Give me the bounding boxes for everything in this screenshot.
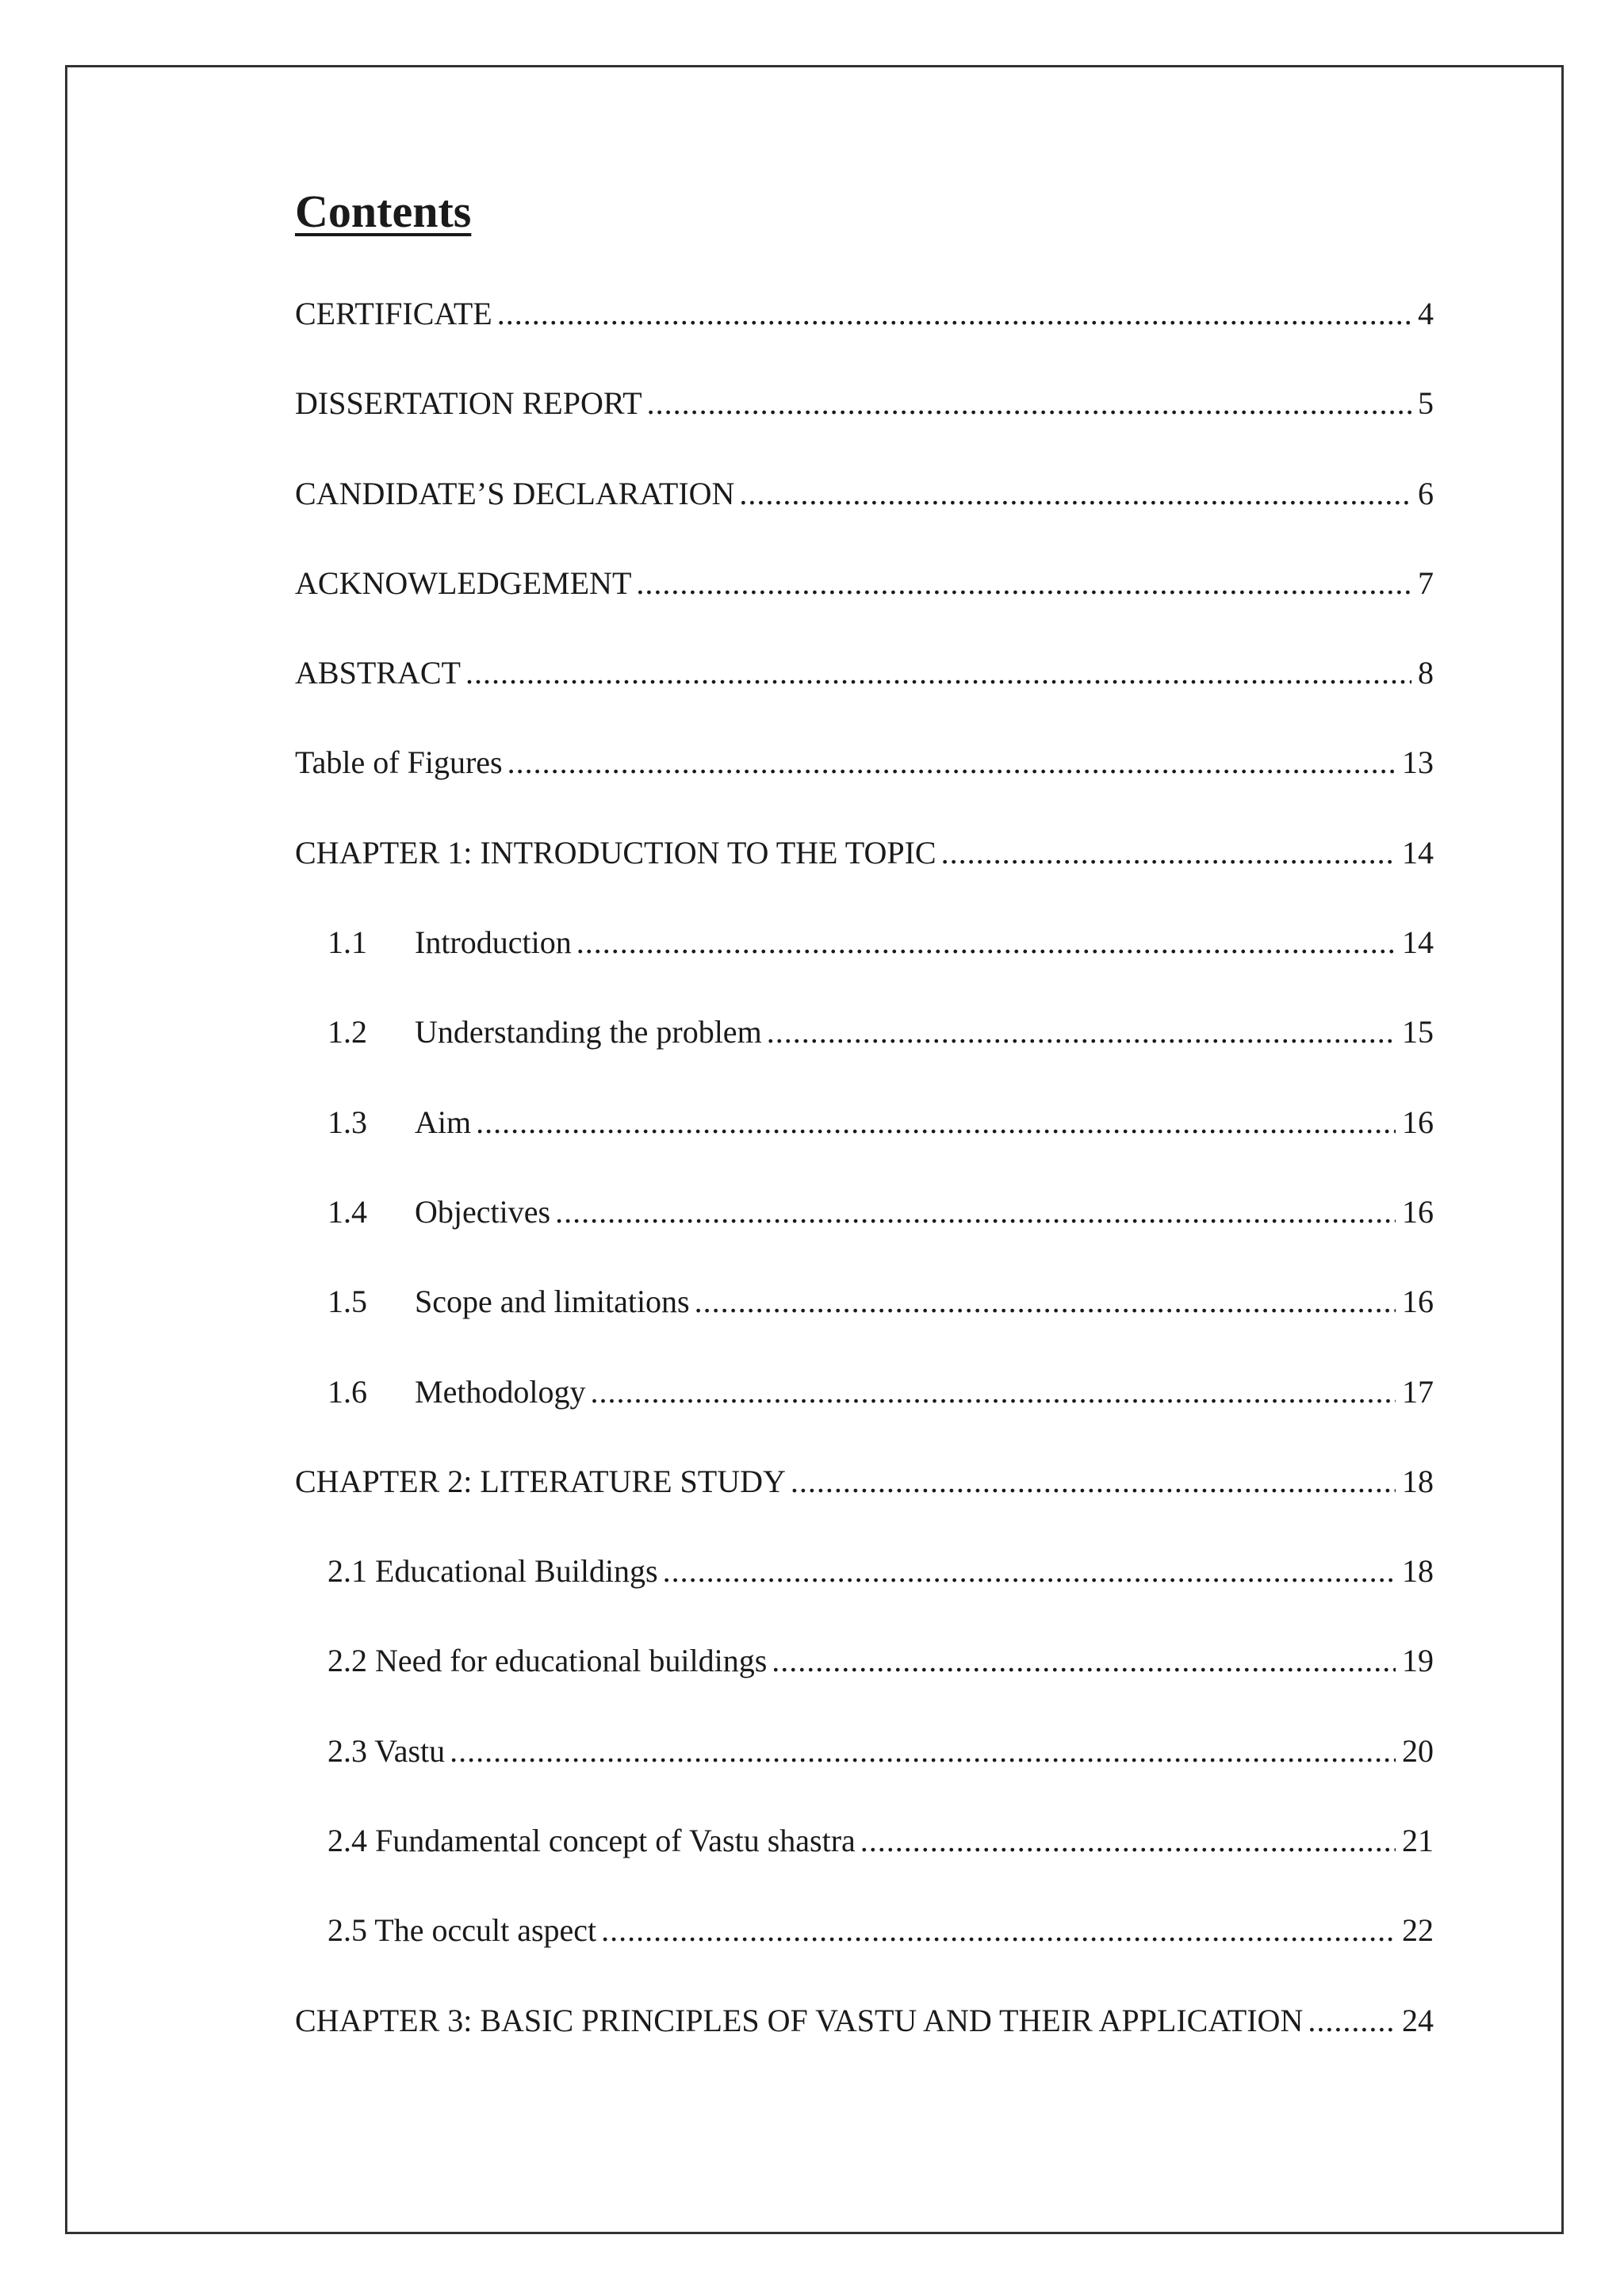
toc-entry-page-number: 14 (1402, 924, 1434, 961)
toc-dot-leader (1308, 2002, 1396, 2040)
toc-dot-leader (767, 1013, 1396, 1051)
toc-dot-leader (860, 1822, 1396, 1860)
toc-entry-title: Introduction (415, 924, 572, 961)
toc-entry-number: 1.6 (327, 1373, 367, 1410)
toc-entry-title: CHAPTER 1: INTRODUCTION TO THE TOPIC (295, 834, 936, 871)
toc-entry-page-number: 24 (1402, 2002, 1434, 2038)
toc-entry[interactable] (295, 1732, 1434, 1822)
toc-entry-page-number: 18 (1402, 1553, 1434, 1590)
toc-entry-title: 2.5 The occult aspect (327, 1912, 597, 1949)
toc-entry[interactable] (295, 834, 1434, 924)
toc-entry-page-number: 4 (1418, 296, 1434, 331)
toc-entry[interactable] (295, 385, 1434, 474)
toc-dot-leader (695, 1283, 1396, 1321)
table-of-contents (295, 295, 1434, 2091)
toc-entry-title: ABSTRACT (295, 655, 461, 691)
toc-entry-title: ACKNOWLEDGEMENT (295, 564, 632, 601)
toc-entry-title: Objectives (415, 1193, 551, 1230)
toc-entry[interactable] (295, 1373, 1434, 1463)
toc-entry-title: 2.3 Vastu (327, 1732, 446, 1769)
toc-dot-leader (772, 1642, 1396, 1680)
toc-entry-title: CHAPTER 2: LITERATURE STUDY (295, 1463, 786, 1499)
toc-entry-title: 2.2 Need for educational buildings (327, 1643, 768, 1679)
toc-entry-page-number: 6 (1418, 475, 1434, 511)
toc-dot-leader (497, 295, 1411, 333)
toc-dot-leader (555, 1193, 1396, 1231)
toc-entry-title: 2.1 Educational Buildings (327, 1553, 658, 1590)
toc-entry-page-number: 15 (1402, 1014, 1434, 1050)
toc-dot-leader (647, 385, 1411, 423)
toc-entry-page-number: 18 (1402, 1463, 1434, 1499)
toc-entry-page-number: 21 (1402, 1823, 1434, 1859)
toc-dot-leader (465, 654, 1411, 692)
toc-entry[interactable] (295, 475, 1434, 564)
toc-entry[interactable] (295, 295, 1434, 385)
toc-entry-number: 1.3 (327, 1104, 367, 1140)
toc-entry-page-number: 16 (1402, 1193, 1434, 1230)
toc-entry-title: CHAPTER 3: BASIC PRINCIPLES OF VASTU AND THEIR APPLICATION (295, 2002, 1304, 2038)
toc-entry[interactable] (295, 1552, 1434, 1642)
toc-entry-page-number: 13 (1402, 744, 1434, 781)
toc-dot-leader (601, 1911, 1396, 1950)
toc-entry-title: 2.4 Fundamental concept of Vastu shastra (327, 1823, 856, 1859)
toc-entry-title: Aim (415, 1104, 472, 1140)
toc-entry[interactable] (295, 1822, 1434, 1911)
toc-entry[interactable] (295, 1013, 1434, 1103)
toc-entry-number: 1.5 (327, 1284, 367, 1320)
toc-dot-leader (450, 1732, 1396, 1770)
toc-entry-page-number: 16 (1402, 1284, 1434, 1320)
toc-entry-number: 1.1 (327, 924, 367, 961)
toc-entry[interactable] (295, 744, 1434, 833)
toc-dot-leader (739, 475, 1411, 513)
toc-entry-title: CANDIDATE’S DECLARATION (295, 475, 735, 511)
contents-heading: Contents (295, 186, 472, 237)
toc-entry-page-number: 20 (1402, 1732, 1434, 1769)
toc-entry-page-number: 8 (1418, 655, 1434, 691)
toc-entry-title: Methodology (415, 1373, 586, 1410)
toc-entry[interactable] (295, 1911, 1434, 2001)
toc-entry[interactable] (295, 564, 1434, 654)
toc-dot-leader (591, 1373, 1396, 1411)
toc-entry-page-number: 22 (1402, 1912, 1434, 1949)
toc-entry-number: 1.4 (327, 1193, 367, 1230)
toc-entry[interactable] (295, 1193, 1434, 1283)
toc-dot-leader (663, 1552, 1396, 1590)
toc-dot-leader (791, 1463, 1396, 1501)
toc-entry[interactable] (295, 654, 1434, 744)
toc-entry-page-number: 7 (1418, 564, 1434, 601)
toc-entry-title: Scope and limitations (415, 1284, 690, 1320)
toc-entry[interactable] (295, 1283, 1434, 1372)
toc-entry[interactable] (295, 2002, 1434, 2091)
toc-entry-page-number: 19 (1402, 1643, 1434, 1679)
toc-entry-title: DISSERTATION REPORT (295, 385, 642, 422)
toc-entry-title: Understanding the problem (415, 1014, 762, 1050)
toc-entry[interactable] (295, 924, 1434, 1013)
toc-entry[interactable] (295, 1463, 1434, 1552)
toc-entry-title: CERTIFICATE (295, 296, 492, 331)
toc-entry-page-number: 5 (1418, 385, 1434, 422)
toc-dot-leader (476, 1104, 1396, 1142)
toc-entry-page-number: 14 (1402, 834, 1434, 871)
toc-entry[interactable] (295, 1104, 1434, 1193)
toc-entry-title: Table of Figures (295, 744, 503, 781)
toc-entry-page-number: 17 (1402, 1373, 1434, 1410)
toc-dot-leader (508, 744, 1396, 782)
toc-entry-page-number: 16 (1402, 1104, 1434, 1140)
toc-dot-leader (576, 924, 1396, 962)
toc-dot-leader (941, 834, 1396, 872)
toc-entry-number: 1.2 (327, 1014, 367, 1050)
toc-entry[interactable] (295, 1642, 1434, 1732)
toc-dot-leader (636, 564, 1411, 603)
